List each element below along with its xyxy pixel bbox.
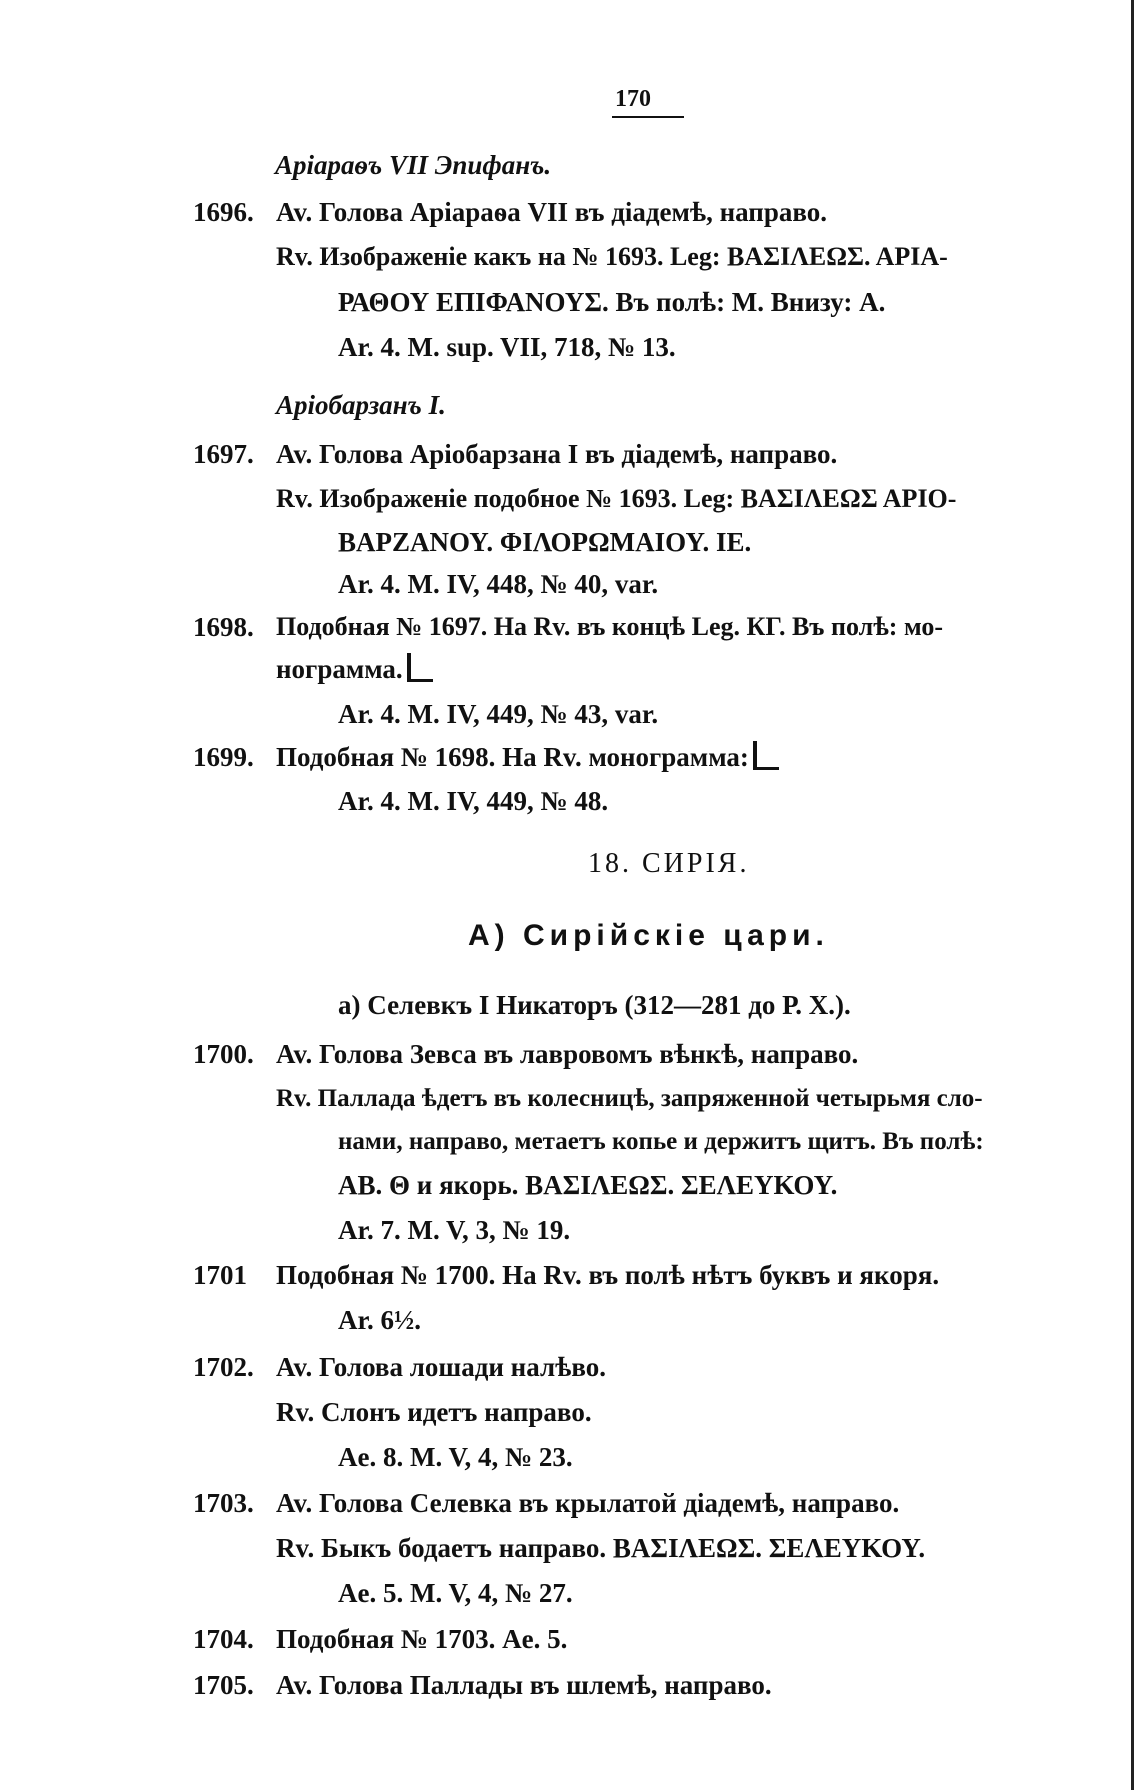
entry-1700-line-1: Av. Голова Зевса въ лавровомъ вѣнкѣ, направо. bbox=[276, 1039, 859, 1069]
entry-1698-line-3: Ar. 4. M. IV, 449, № 43, var. bbox=[338, 699, 659, 729]
entry-1703-line-1: Av. Голова Селевка въ крылатой діадемѣ, направо. bbox=[276, 1488, 900, 1518]
entry-1705-line-1: Av. Голова Паллады въ шлемѣ, направо. bbox=[276, 1670, 772, 1700]
subheading-text: а) Селевкъ I Никаторъ (312—281 до Р. Х.). bbox=[338, 990, 851, 1020]
entry-1697-line-4: Ar. 4. M. IV, 448, № 40, var. bbox=[338, 569, 659, 599]
entry-1696-line-1: Av. Голова Аріараѳа VII въ діадемѣ, направо. bbox=[276, 197, 828, 227]
entry-1703-line-2: Rv. Быкъ бодаетъ направо. ΒΑΣΙΛΕΩΣ. ΣΕΛΕΥΚΟΥ. bbox=[276, 1533, 926, 1563]
entry-1702-line-1: Av. Голова лошади налѣво. bbox=[276, 1352, 606, 1382]
page-number-underline bbox=[612, 116, 684, 118]
entry-1702-number: 1702. bbox=[193, 1352, 254, 1382]
entry-1703-number: 1703. bbox=[193, 1488, 254, 1518]
page-number: 170 bbox=[615, 86, 651, 112]
entry-1702-line-3: Ae. 8. M. V, 4, № 23. bbox=[338, 1442, 573, 1472]
entry-1700-line-2: Rv. Паллада ѣдетъ въ колесницѣ, запряженной четырьмя сло- bbox=[276, 1085, 983, 1112]
entry-1697-line-1: Av. Голова Аріобарзана I въ діадемѣ, направо. bbox=[276, 439, 838, 469]
entry-1701-line-1: Подобная № 1700. На Rv. въ полѣ нѣтъ буквъ и якоря. bbox=[276, 1260, 940, 1290]
subheading-seleucus bbox=[338, 988, 851, 1022]
entry-1697-number: 1697. bbox=[193, 439, 254, 469]
entry-1699-number: 1699. bbox=[193, 742, 254, 772]
entry-1696-line-2: Rv. Изображеніе какъ на № 1693. Leg: ΒΑΣΙΛΕΩΣ. ΑΡΙΑ- bbox=[276, 242, 948, 271]
entry-1699-line-2: Ar. 4. M. IV, 449, № 48. bbox=[338, 786, 609, 816]
heading-ariarathes: Аріараѳъ VII Эпифанъ. bbox=[275, 150, 552, 180]
monogram-glyph bbox=[407, 653, 433, 682]
subsection-title: A) Сирійскіе цари. bbox=[468, 919, 829, 952]
entry-1698-line-2-text: нограмма. bbox=[276, 654, 403, 684]
entry-1699-line-1 bbox=[276, 740, 779, 774]
entry-1704-line-1: Подобная № 1703. Ae. 5. bbox=[276, 1624, 568, 1654]
entry-1698-number: 1698. bbox=[193, 612, 254, 642]
entry-1696-line-4: Ar. 4. M. sup. VII, 718, № 13. bbox=[338, 332, 676, 362]
monogram-glyph bbox=[753, 741, 779, 770]
entry-1698-line-2 bbox=[276, 652, 433, 686]
entry-1702-line-2: Rv. Слонъ идетъ направо. bbox=[276, 1397, 592, 1427]
entry-1696-number: 1696. bbox=[193, 197, 254, 227]
entry-1701-line-2: Ar. 6½. bbox=[338, 1305, 422, 1335]
entry-1704-number: 1704. bbox=[193, 1624, 254, 1654]
page-edge-rule bbox=[1131, 0, 1134, 1790]
entry-1700-line-3: нами, направо, метаетъ копье и держитъ щитъ. Въ полѣ: bbox=[338, 1128, 984, 1155]
entry-1703-line-3: Ae. 5. M. V, 4, № 27. bbox=[338, 1578, 573, 1608]
entry-1699-line-1-text: Подобная № 1698. На Rv. монограмма: bbox=[276, 742, 749, 772]
entry-1700-line-5: Ar. 7. M. V, 3, № 19. bbox=[338, 1215, 571, 1245]
entry-1697-line-2: Rv. Изображеніе подобное № 1693. Leg: ΒΑΣΙΛΕΩΣ ΑΡΙΟ- bbox=[276, 484, 957, 513]
section-title: 18. СИРІЯ. bbox=[588, 848, 750, 879]
entry-1696-line-3: ΡΑΘΟΥ ΕΠΙΦΑΝΟΥΣ. Въ полѣ: М. Внизу: А. bbox=[338, 287, 886, 317]
entry-1698-line-1: Подобная № 1697. На Rv. въ концѣ Leg. КГ. Въ полѣ: мо- bbox=[276, 612, 943, 641]
entry-1705-number: 1705. bbox=[193, 1670, 254, 1700]
entry-1697-line-3: ΒΑΡΖΑΝΟΥ. ΦΙΛΟΡΩΜΑΙΟΥ. ΙΕ. bbox=[338, 527, 752, 557]
entry-1700-line-4: ΑΒ. Θ и якорь. ΒΑΣΙΛΕΩΣ. ΣΕΛΕΥΚΟΥ. bbox=[338, 1170, 838, 1200]
entry-1701-number: 1701 bbox=[193, 1260, 247, 1290]
heading-ariobarzanes: Аріобарзанъ I. bbox=[276, 390, 446, 420]
entry-1700-number: 1700. bbox=[193, 1039, 254, 1069]
